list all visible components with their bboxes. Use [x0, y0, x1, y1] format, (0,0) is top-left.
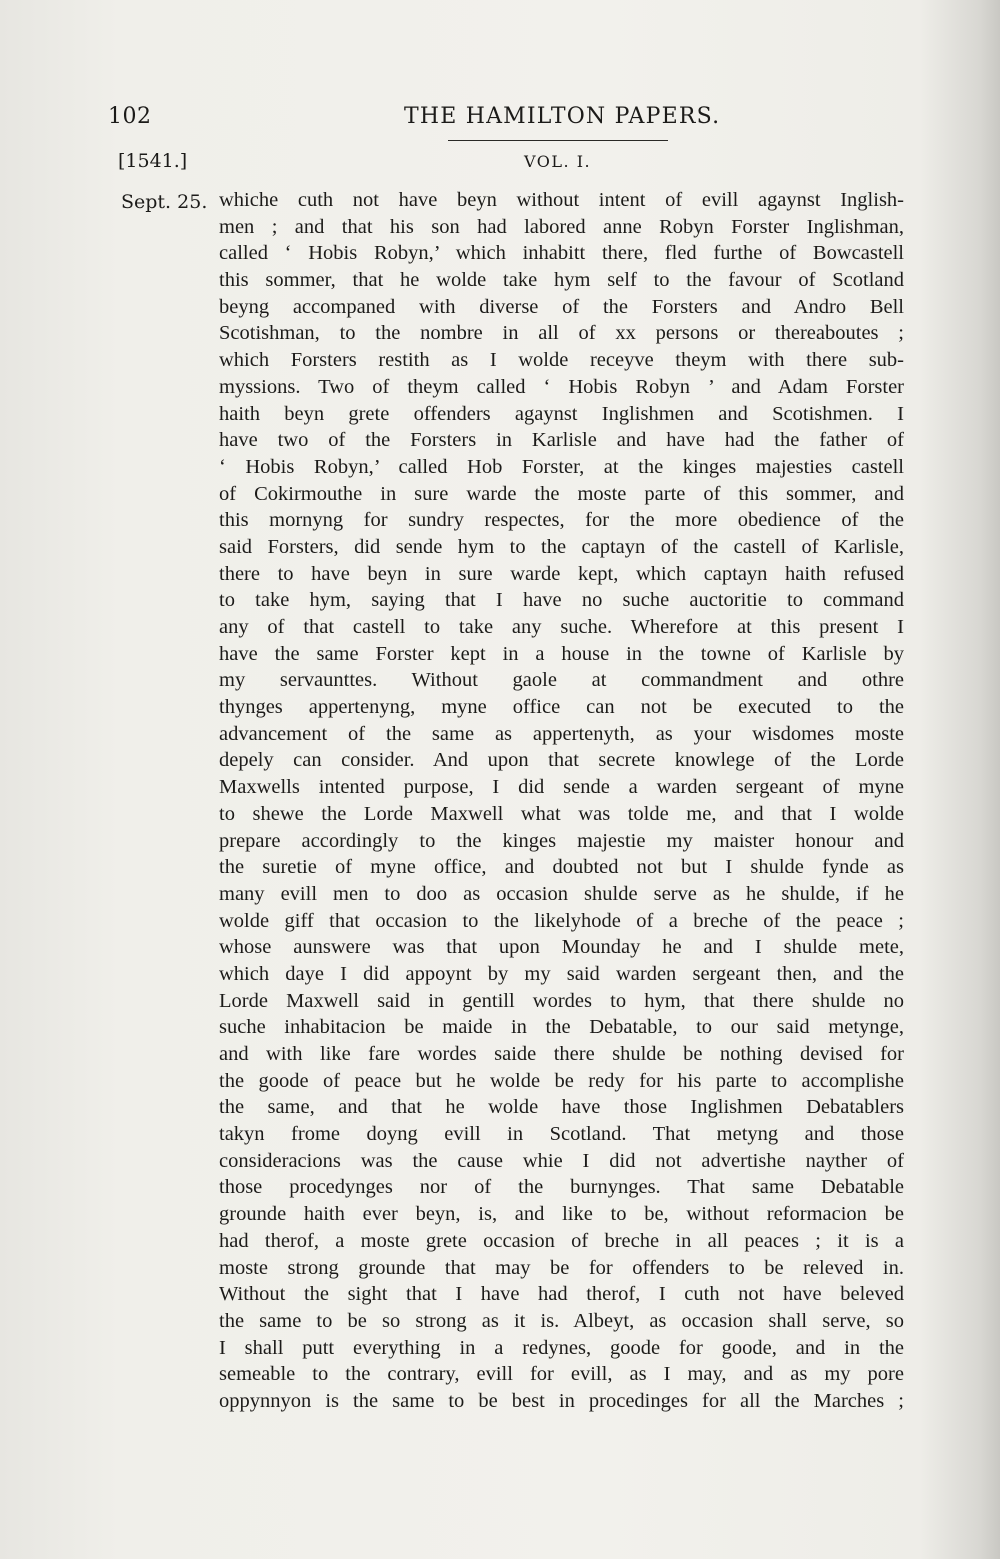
margin-date: Sept. 25.	[121, 191, 208, 213]
text-line: suche inhabitacion be maide in the Debatable, to our said metynge,	[219, 1016, 904, 1039]
text-line: the goode of peace but he wolde be redy for his parte to accomplishe	[219, 1069, 904, 1092]
text-line: wolde giff that occasion to the likelyhode of a breche of the peace ;	[219, 909, 904, 932]
text-line: Without the sight that I have had therof, I cuth not have beleved	[219, 1283, 904, 1306]
text-line: whose aunswere was that upon Mounday he and I shulde mete,	[219, 936, 904, 959]
text-line: which Forsters restith as I wolde receyve theym with there sub-	[219, 349, 904, 372]
text-line: have the same Forster kept in a house in the towne of Karlisle by	[219, 642, 904, 665]
page-number: 102	[108, 104, 152, 129]
text-line: this sommer, that he wolde take hym self to the favour of Scotland	[219, 269, 904, 292]
text-line: have two of the Forsters in Karlisle and have had the father of	[219, 429, 904, 452]
volume-label: VOL. I.	[524, 152, 592, 171]
text-line: had therof, a moste grete occasion of breche in all peaces ; it is a	[219, 1229, 904, 1252]
text-line: many evill men to doo as occasion shulde serve as he shulde, if he	[219, 882, 904, 905]
text-line: men ; and that his son had labored anne Robyn Forster Inglishman,	[219, 215, 904, 238]
text-line: myssions. Two of theym called ‘ Hobis Robyn ’ and Adam Forster	[219, 375, 904, 398]
text-line: of Cokirmouthe in sure warde the moste parte of this sommer, and	[219, 482, 904, 505]
year-bracket: [1541.]	[118, 150, 188, 172]
text-line: those procedynges nor of the burnynges. That same Debatable	[219, 1176, 904, 1199]
text-line: the suretie of myne office, and doubted not but I shulde fynde as	[219, 856, 904, 879]
text-line: depely can consider. And upon that secrete knowlege of the Lorde	[219, 749, 904, 772]
text-line: any of that castell to take any suche. Wherefore at this present I	[219, 616, 904, 638]
text-line: there to have beyn in sure warde kept, which captayn haith refused	[219, 562, 904, 585]
text-line: Scotishman, to the nombre in all of xx persons or thereaboutes ;	[219, 322, 904, 345]
text-line: the same to be so strong as it is. Albeyt, as occasion shall serve, so	[219, 1309, 904, 1332]
text-line: moste strong grounde that may be for offenders to be releved in.	[219, 1256, 904, 1279]
text-line: consideracions was the cause whie I did not advertishe nayther of	[219, 1149, 904, 1172]
text-line: oppynnyon is the same to be best in procedinges for all the Marches ;	[219, 1389, 904, 1412]
text-line: to shewe the Lorde Maxwell what was tolde me, and that I wolde	[219, 802, 904, 825]
text-line: advancement of the same as appertenyth, as your wisdomes moste	[219, 722, 904, 745]
text-line: semeable to the contrary, evill for evill, as I may, and as my pore	[219, 1363, 904, 1386]
text-line: I shall putt everything in a redynes, goode for goode, and in the	[219, 1336, 904, 1359]
text-line: called ‘ Hobis Robyn,’ which inhabitt there, fled furthe of Bowcastell	[219, 242, 904, 265]
text-line: prepare accordingly to the kinges majestie my maister honour and	[219, 829, 904, 852]
text-line: whiche cuth not have beyn without intent of evill agaynst Inglish-	[219, 189, 904, 211]
running-title: THE HAMILTON PAPERS.	[404, 104, 721, 129]
text-line: said Forsters, did sende hym to the captayn of the castell of Karlisle,	[219, 535, 904, 558]
text-line: haith beyn grete offenders agaynst Inglishmen and Scotishmen. I	[219, 402, 904, 425]
text-line: Maxwells intented purpose, I did sende a warden sergeant of myne	[219, 776, 904, 799]
text-line: and with like fare wordes saide there shulde be nothing devised for	[219, 1043, 904, 1065]
text-line: beyng accompaned with diverse of the Forsters and Andro Bell	[219, 295, 904, 318]
text-line: this mornyng for sundry respectes, for the more obedience of the	[219, 509, 904, 532]
text-line: my servaunttes. Without gaole at commandment and othre	[219, 669, 904, 692]
text-line: takyn frome doyng evill in Scotland. That metyng and those	[219, 1123, 904, 1146]
text-line: the same, and that he wolde have those Inglishmen Debatablers	[219, 1096, 904, 1119]
header-rule	[448, 140, 668, 141]
text-line: which daye I did appoynt by my said warden sergeant then, and the	[219, 962, 904, 985]
text-line: thynges appertenyng, myne office can not be executed to the	[219, 696, 904, 719]
text-line: grounde haith ever beyn, is, and like to be, without reformacion be	[219, 1203, 904, 1226]
body-text	[219, 187, 904, 1415]
text-line: ‘ Hobis Robyn,’ called Hob Forster, at the kinges majesties castell	[219, 455, 904, 478]
text-line: to take hym, saying that I have no suche auctoritie to command	[219, 589, 904, 612]
text-line: Lorde Maxwell said in gentill wordes to hym, that there shulde no	[219, 989, 904, 1012]
